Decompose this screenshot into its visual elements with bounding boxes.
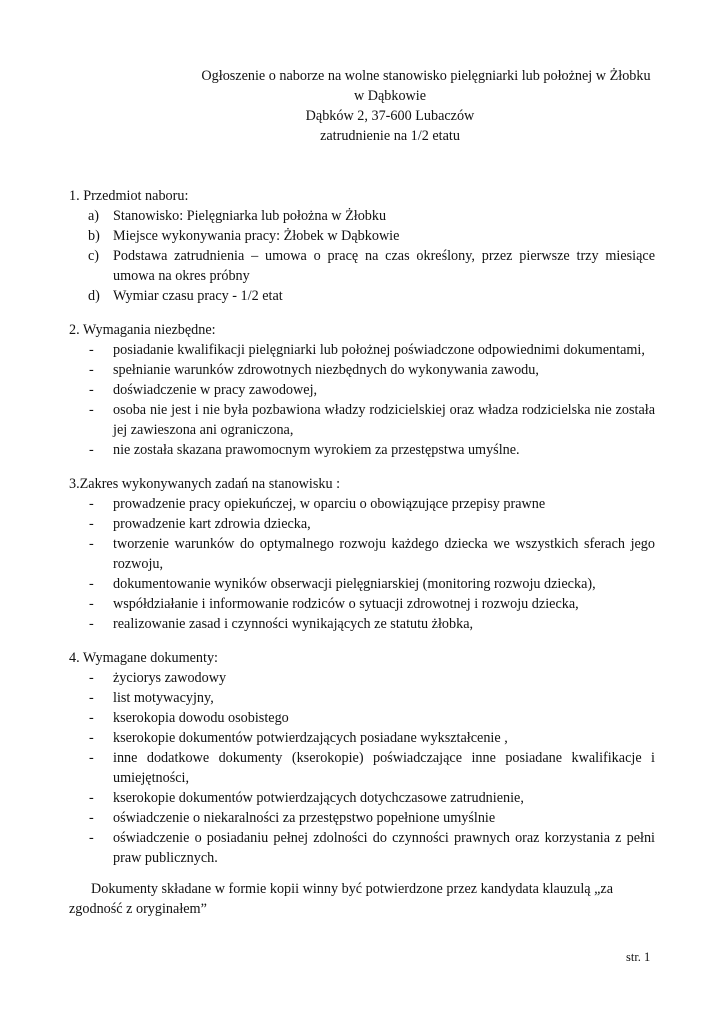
list-item-text: kserokopie dokumentów potwierdzających posiadane wykształcenie ,: [113, 730, 508, 746]
page-number: str. 1: [626, 950, 651, 964]
list-item-text: prowadzenie kart zdrowia dziecka,: [113, 516, 311, 532]
announcement-title: [60, 66, 720, 146]
list-item-text: Wymiar czasu pracy - 1/2 etat: [113, 288, 283, 304]
list-item-text: kserokopia dowodu osobistego: [113, 710, 289, 726]
list-item-text: Stanowisko: Pielęgniarka lub położna w Żłobku: [113, 208, 387, 224]
list-marker: -: [89, 616, 94, 632]
list-item: [0, 728, 655, 748]
list-item: [0, 286, 655, 306]
list-item: [0, 808, 655, 828]
list-marker: -: [89, 690, 94, 706]
section-list: [0, 668, 725, 868]
title-line: Ogłoszenie o naborze na wolne stanowisko pielęgniarki lub położnej w Żłobku: [201, 68, 651, 84]
list-item-text: tworzenie warunków do optymalnego rozwoju każdego dziecka we wszystkich sferach jego rozwoju,: [113, 536, 655, 572]
list-marker: -: [89, 830, 94, 846]
list-marker: -: [89, 710, 94, 726]
list-marker: -: [89, 576, 94, 592]
list-marker: -: [89, 596, 94, 612]
list-item: [0, 226, 655, 246]
list-item: [0, 246, 655, 286]
list-marker: -: [89, 516, 94, 532]
list-item: [0, 594, 655, 614]
list-item: [0, 828, 655, 868]
list-item: [0, 494, 655, 514]
title-line: zatrudnienie na 1/2 etatu: [320, 128, 460, 144]
list-item-text: spełnianie warunków zdrowotnych niezbędnych do wykonywania zawodu,: [113, 362, 539, 378]
list-item: [0, 614, 655, 634]
title-line: w Dąbkowie: [353, 88, 427, 104]
section-heading: 3.Zakres wykonywanych zadań na stanowisku :: [69, 476, 341, 492]
list-item: [0, 668, 655, 688]
list-marker: -: [89, 670, 94, 686]
list-item: [0, 534, 655, 574]
section-heading: 2. Wymagania niezbędne:: [69, 322, 216, 338]
list-item: [0, 380, 655, 400]
list-item: [0, 788, 655, 808]
list-item-text: nie została skazana prawomocnym wyrokiem za przestępstwa umyślne.: [113, 442, 520, 458]
list-marker: -: [89, 730, 94, 746]
list-marker: b): [88, 228, 100, 244]
list-item-text: posiadanie kwalifikacji pielęgniarki lub położnej poświadczone odpowiednimi dokumentami,: [113, 342, 645, 358]
section-list: [0, 494, 725, 634]
title-line: Dąbków 2, 37-600 Lubaczów: [305, 108, 475, 124]
list-marker: -: [89, 362, 94, 378]
list-item-text: doświadczenie w pracy zawodowej,: [113, 382, 318, 398]
section-heading: 1. Przedmiot naboru:: [69, 188, 189, 204]
list-item: [0, 708, 655, 728]
list-item-text: inne dodatkowe dokumenty (kserokopie) poświadczające inne posiadane kwalifikacje i umiejętności,: [113, 750, 655, 786]
list-item-text: oświadczenie o niekaralności za przestępstwo popełnione umyślnie: [113, 810, 496, 826]
list-marker: -: [89, 536, 94, 552]
list-item-text: osoba nie jest i nie była pozbawiona władzy rodzicielskiej oraz władza rodzicielska nie została jej zawieszona ani ograniczona,: [113, 402, 655, 438]
list-item: [0, 514, 655, 534]
list-marker: -: [89, 402, 94, 418]
list-item: [0, 688, 655, 708]
list-item-text: kserokopie dokumentów potwierdzających dotychczasowe zatrudnienie,: [113, 790, 524, 806]
list-marker: c): [88, 248, 100, 264]
section-heading: 4. Wymagane dokumenty:: [69, 650, 219, 666]
list-item: [0, 748, 655, 788]
list-item-text: list motywacyjny,: [113, 690, 214, 706]
list-item-text: dokumentowanie wyników obserwacji pielęgniarskiej (monitoring rozwoju dziecka),: [113, 576, 596, 592]
section-list: [0, 206, 725, 306]
closing-paragraph: Dokumenty składane w formie kopii winny być potwierdzone przez kandydata klauzulą „za zgodność z oryginałem”: [69, 881, 613, 917]
section-list: [0, 340, 725, 460]
list-item-text: Podstawa zatrudnienia – umowa o pracę na czas określony, przez pierwsze trzy miesiące umowa na okres próbny: [113, 248, 655, 284]
list-marker: -: [89, 750, 94, 766]
list-marker: -: [89, 382, 94, 398]
list-item: [0, 440, 655, 460]
list-item: [0, 574, 655, 594]
list-marker: -: [89, 442, 94, 458]
list-item: [0, 400, 655, 440]
list-marker: a): [88, 208, 100, 224]
list-marker: -: [89, 342, 94, 358]
list-marker: -: [89, 810, 94, 826]
list-item-text: prowadzenie pracy opiekuńczej, w oparciu o obowiązujące przepisy prawne: [113, 496, 546, 512]
list-item-text: współdziałanie i informowanie rodziców o sytuacji zdrowotnej i rozwoju dziecka,: [113, 596, 579, 612]
list-item-text: Miejsce wykonywania pracy: Żłobek w Dąbkowie: [113, 228, 400, 244]
list-marker: d): [88, 288, 100, 304]
list-item: [0, 340, 655, 360]
list-item-text: oświadczenie o posiadaniu pełnej zdolności do czynności prawnych oraz korzystania z pełni praw publicznych.: [113, 830, 655, 866]
list-item-text: realizowanie zasad i czynności wynikających ze statutu żłobka,: [113, 616, 474, 632]
list-item-text: życiorys zawodowy: [113, 670, 227, 686]
list-marker: -: [89, 790, 94, 806]
list-marker: -: [89, 496, 94, 512]
list-item: [0, 360, 655, 380]
list-item: [0, 206, 655, 226]
